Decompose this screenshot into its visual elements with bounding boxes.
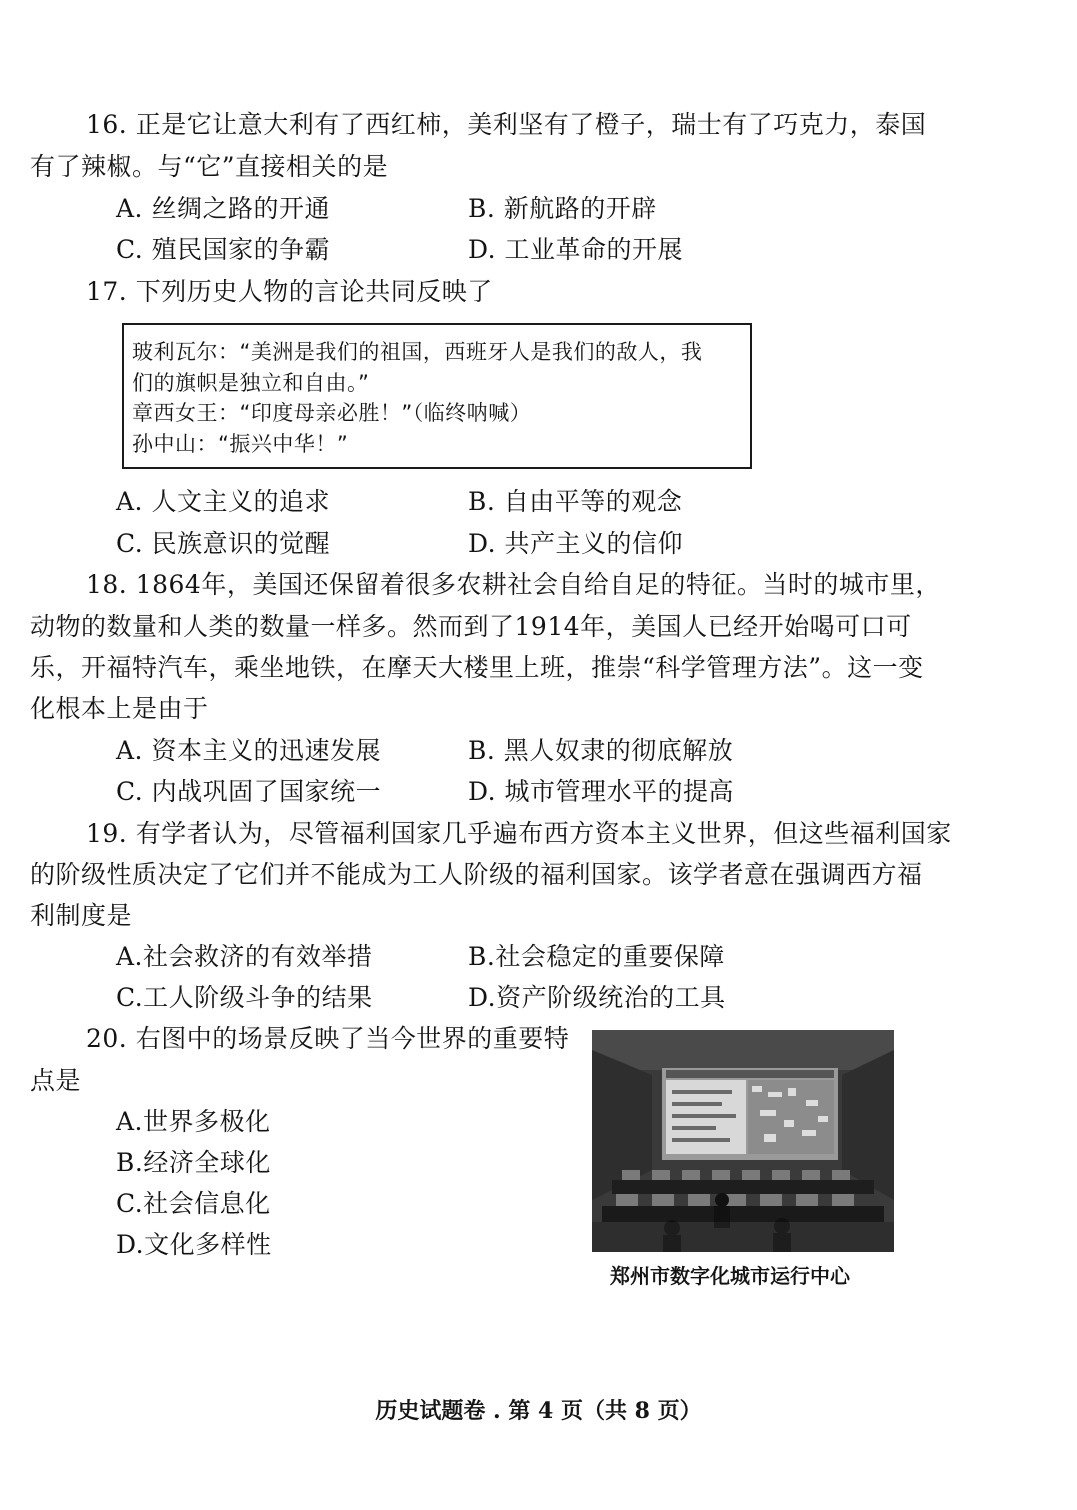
q18-stem-line2: 动物的数量和人类的数量一样多。然而到了1914年，美国人已经开始喝可口可	[30, 612, 912, 641]
q19-stem-line3: 利制度是	[30, 901, 133, 930]
q20-option-c: C.社会信息化	[116, 1189, 271, 1218]
q17-quote-line2: 们的旗帜是独立和自由。”	[132, 371, 370, 395]
q20-option-b: B.经济全球化	[116, 1148, 271, 1177]
q20-stem-line2: 点是	[30, 1066, 82, 1095]
q18-stem-line1: 18. 1864年，美国还保留着很多农耕社会自给自足的特征。当时的城市里，	[86, 570, 941, 599]
q18-option-c: C. 内战巩固了国家统一	[116, 777, 382, 806]
q17-stem: 17. 下列历史人物的言论共同反映了	[86, 277, 493, 306]
control-center-photo-drawing	[592, 1030, 894, 1252]
q17-quote-line1: 玻利瓦尔：“美洲是我们的祖国，西班牙人是我们的敌人，我	[132, 340, 703, 364]
q16-option-a: A. 丝绸之路的开通	[116, 194, 330, 223]
q16-option-c: C. 殖民国家的争霸	[116, 235, 331, 264]
q19-stem-line2: 的阶级性质决定了它们并不能成为工人阶级的福利国家。该学者意在强调西方福	[30, 860, 923, 889]
q16-stem-line1: 16. 正是它让意大利有了西红柿，美利坚有了橙子，瑞士有了巧克力，泰国	[86, 110, 927, 139]
q17-option-d: D. 共产主义的信仰	[468, 529, 684, 558]
q18-stem-line3: 乐，开福特汽车，乘坐地铁，在摩天大楼里上班，推崇“科学管理方法”。这一变	[30, 653, 924, 682]
q19-stem-line1: 19. 有学者认为，尽管福利国家几乎遍布西方资本主义世界，但这些福利国家	[86, 819, 952, 848]
q20-option-a: A.世界多极化	[116, 1107, 271, 1136]
page-footer: 历史试题卷 . 第 4 页（共 8 页）	[375, 1398, 702, 1424]
q19-option-a: A.社会救济的有效举措	[116, 942, 373, 971]
q20-option-d: D.文化多样性	[116, 1230, 272, 1259]
q17-quote-line3: 章西女王：“印度母亲必胜！”（临终呐喊）	[132, 401, 532, 425]
q17-option-a: A. 人文主义的追求	[116, 487, 330, 516]
q17-option-c: C. 民族意识的觉醒	[116, 529, 331, 558]
q16-stem-line2: 有了辣椒。与“它”直接相关的是	[30, 152, 389, 181]
q17-quote-line4: 孙中山：“振兴中华！”	[132, 432, 349, 456]
control-center-photo	[592, 1030, 894, 1252]
q19-option-c: C.工人阶级斗争的结果	[116, 983, 373, 1012]
q19-option-d: D.资产阶级统治的工具	[468, 983, 726, 1012]
q19-option-b: B.社会稳定的重要保障	[468, 942, 725, 971]
q16-option-b: B. 新航路的开辟	[468, 194, 657, 223]
q16-option-d: D. 工业革命的开展	[468, 235, 684, 264]
q18-option-a: A. 资本主义的迅速发展	[116, 736, 381, 765]
photo-caption: 郑州市数字化城市运行中心	[610, 1264, 850, 1288]
q18-option-b: B. 黑人奴隶的彻底解放	[468, 736, 734, 765]
q17-quote-box	[122, 323, 752, 469]
q17-option-b: B. 自由平等的观念	[468, 487, 683, 516]
q18-stem-line4: 化根本上是由于	[30, 694, 209, 723]
q20-stem-line1: 20. 右图中的场景反映了当今世界的重要特	[86, 1024, 570, 1053]
q18-option-d: D. 城市管理水平的提高	[468, 777, 735, 806]
